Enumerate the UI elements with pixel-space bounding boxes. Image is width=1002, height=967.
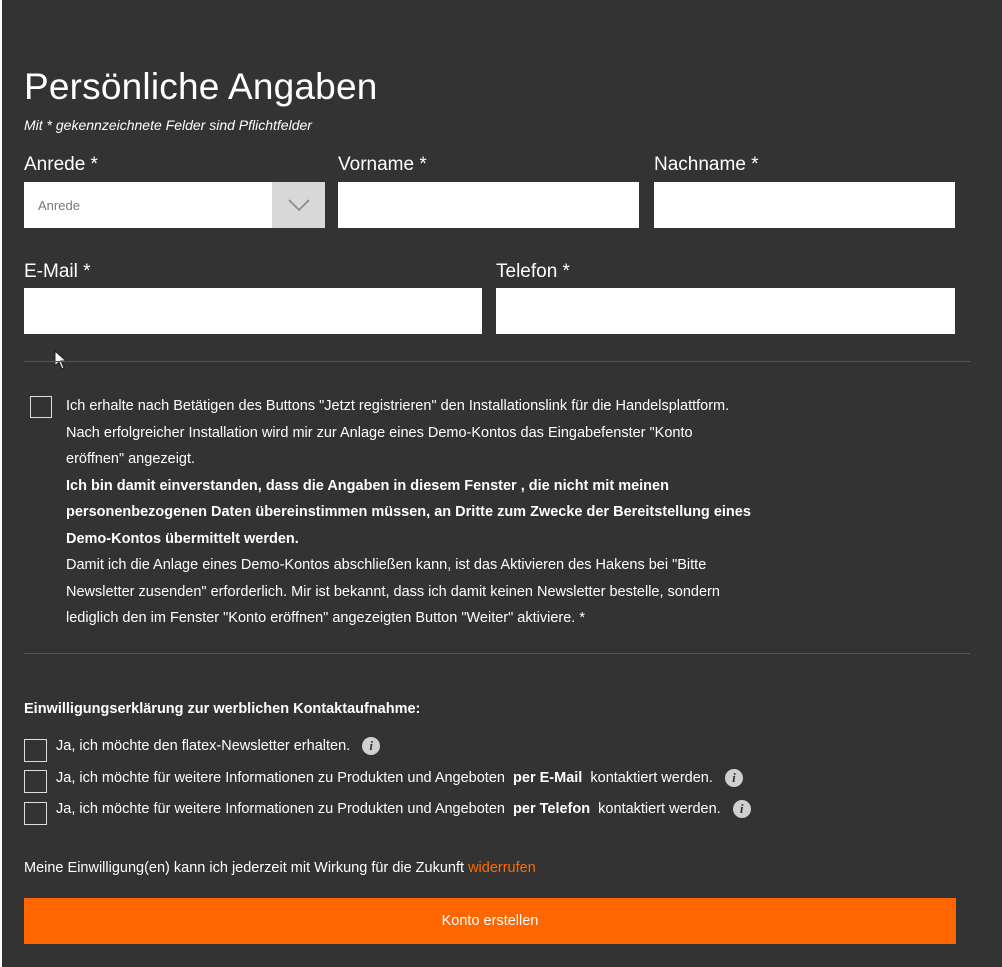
divider [24,653,970,654]
revoke-text: Meine Einwilligung(en) kann ich jederzeit mit Wirkung für die Zukunft [24,860,469,876]
platform-consent-checkbox[interactable] [30,396,52,418]
phone-contact-option [56,800,751,818]
consent-bold-line: Demo-Kontos übermittelt werden. [66,530,299,547]
firstname-label: Vorname * [338,154,427,175]
dropdown-toggle[interactable] [272,182,325,228]
email-input[interactable] [24,288,482,334]
lastname-input[interactable] [654,182,955,228]
email-contact-checkbox[interactable] [24,770,47,793]
consent-line: Nach erfolgreicher Installation wird mir zur Anlage eines Demo-Kontos das Eingabefenster "Konto [66,424,693,441]
revoke-link[interactable]: widerrufen [468,860,536,876]
email-contact-label: Ja, ich möchte für weitere Informationen zu Produkten und Angeboten per E-Mail kontaktiert werden. [56,770,713,786]
consent-line: lediglich den im Fenster "Konto eröffnen" angezeigten Button "Weiter" aktiviere. * [66,610,585,626]
firstname-input[interactable] [338,182,639,228]
salutation-value: Anrede [38,198,80,213]
consent-line: Newsletter zusenden" erforderlich. Mir ist bekannt, dass ich damit keinen Newsletter bestelle, sondern [66,583,720,600]
marketing-heading: Einwilligungserklärung zur werblichen Kontaktaufnahme: [24,701,421,717]
salutation-select[interactable] [24,182,325,228]
divider [24,361,970,362]
newsletter-label: Ja, ich möchte den flatex-Newsletter erhalten. [56,738,351,754]
newsletter-checkbox[interactable] [24,739,47,762]
salutation-label: Anrede * [24,154,98,175]
registration-panel [2,0,1002,967]
info-icon[interactable]: i [725,769,743,787]
platform-consent-text [66,393,866,632]
consent-bold-line: personenbezogenen Daten übereinstimmen müssen, an Dritte zum Zwecke der Bereitstellung eines [66,504,751,520]
info-icon[interactable]: i [362,737,380,755]
email-label: E-Mail * [24,261,91,282]
newsletter-option [56,737,380,755]
consent-line: Damit ich die Anlage eines Demo-Kontos abschließen kann, ist das Aktivieren des Hakens bei "Bitte [66,557,707,573]
required-hint: Mit * gekennzeichnete Felder sind Pflichtfelder [24,117,312,133]
revoke-note [24,860,536,876]
phone-label: Telefon * [496,261,570,282]
lastname-label: Nachname * [654,154,759,175]
page-title: Persönliche Angaben [24,66,378,107]
phone-contact-checkbox[interactable] [24,802,47,825]
chevron-down-icon [287,198,311,212]
create-account-button[interactable]: Konto erstellen [24,898,956,944]
consent-line: eröffnen" angezeigt. [66,451,196,467]
consent-bold-line: Ich bin damit einverstanden, dass die Angaben in diesem Fenster , die nicht mit meinen [66,477,669,494]
mouse-pointer-icon [54,350,68,370]
info-icon[interactable]: i [733,800,751,818]
phone-contact-label: Ja, ich möchte für weitere Informationen zu Produkten und Angeboten per Telefon kontaktiert werden. [56,801,721,817]
email-contact-option [56,769,743,787]
consent-line: Ich erhalte nach Betätigen des Buttons "Jetzt registrieren" den Installationslink für die Handelsplattform. [66,398,730,414]
phone-input[interactable] [496,288,955,334]
